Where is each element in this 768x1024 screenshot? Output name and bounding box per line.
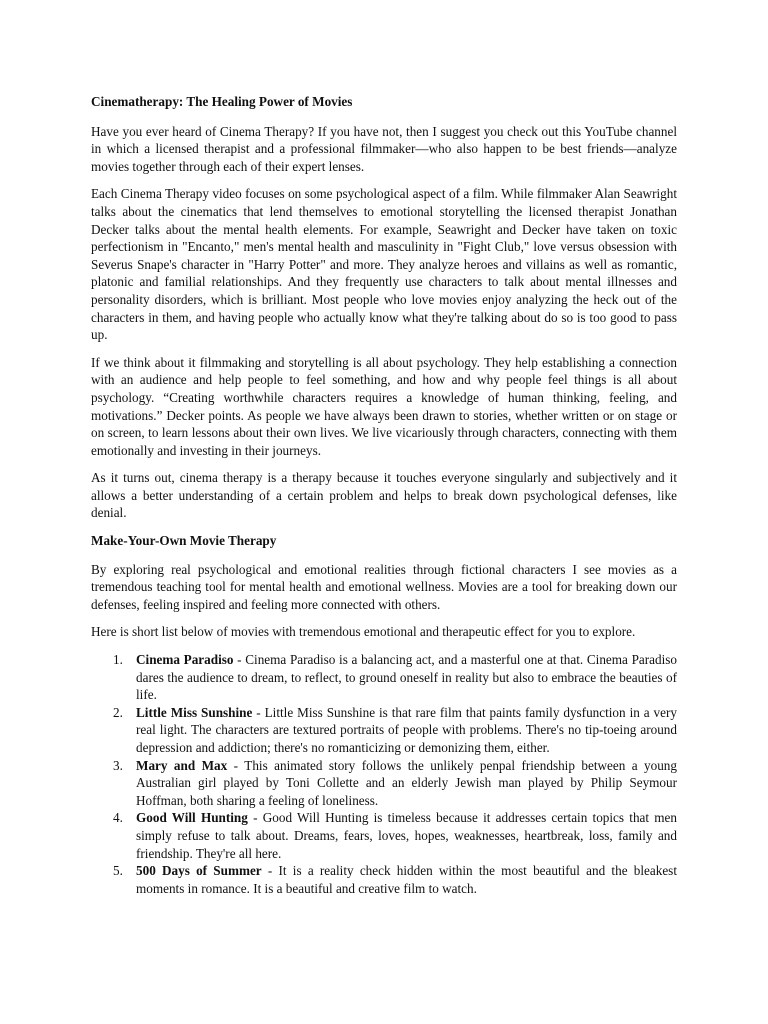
movie-description: - Little Miss Sunshine is that rare film that paints family dysfunction in a very real light. The characters are textured portraits of people with problems. There's no tip-toeing around depression and addiction; there's no romanticizing or demonizing them, either. <box>136 704 677 755</box>
movie-title: Little Miss Sunshine <box>136 704 253 720</box>
movie-title: Mary and Max <box>136 757 228 773</box>
section-heading: Make-Your-Own Movie Therapy <box>91 533 277 549</box>
intro-paragraph: Each Cinema Therapy video focuses on some psychological aspect of a film. While filmmaker Alan Seawright talks about the cinematics that lend themselves to emotional storytelling the licensed therapist Jonathan Decker talks about the mental health elements. For example, Seawright and Decker have taken on toxic perfectionism in "Encanto," men's mental health and masculinity in "Fight Club," love versus obsession with Severus Snape's character in "Harry Potter" and more. They analyze heroes and villains as well as romantic, platonic and familial relationships. And they frequently use characters to talk about mental illnesses and personality disorders, which is brilliant. Most people who love movies enjoy analyzing the heck out of the characters in them, and having people who actually know what they're talking about do so is too good to pass up. <box>91 186 677 343</box>
movie-list-item <box>91 757 677 810</box>
list-number: 5. <box>113 863 123 879</box>
movie-list-item <box>91 862 677 897</box>
movie-list-item <box>91 704 677 757</box>
movie-description: - Cinema Paradiso is a balancing act, and a masterful one at that. Cinema Paradiso dares the audience to dream, to reflect, to ground oneself in reality but also to embrace the beauties of life. <box>136 652 677 703</box>
movie-list <box>91 651 677 897</box>
section-paragraph: Here is short list below of movies with tremendous emotional and therapeutic effect for you to explore. <box>91 624 636 640</box>
movie-description: - Good Will Hunting is timeless because it addresses certain topics that men simply refuse to talk about. Dreams, fears, loves, hopes, weaknesses, heartbreak, loss, family and friendship. They're all here. <box>136 810 677 861</box>
movie-title: 500 Days of Summer <box>136 863 262 879</box>
movie-list-item <box>91 651 677 704</box>
intro-paragraph: Have you ever heard of Cinema Therapy? If you have not, then I suggest you check out this YouTube channel in which a licensed therapist and a professional filmmaker—who also happen to be best friends—analyze movies together through each of their expert lenses. <box>91 123 677 174</box>
movie-description: - This animated story follows the unlikely penpal friendship between a young Australian girl played by Toni Collette and an elderly Jewish man played by Philip Seymour Hoffman, both sharing a feeling of loneliness. <box>136 757 677 808</box>
article-title: Cinematherapy: The Healing Power of Movies <box>91 94 353 109</box>
movie-title: Cinema Paradiso <box>136 652 234 668</box>
section-paragraph: By exploring real psychological and emotional realities through fictional characters I see movies as a tremendous teaching tool for mental health and emotional wellness. Movies are a tool for breaking down our defenses, feeling inspired and feeling more connected with others. <box>91 561 677 612</box>
list-number: 1. <box>113 652 123 668</box>
movie-list-item <box>91 809 677 862</box>
movie-title: Good Will Hunting <box>136 810 248 826</box>
intro-paragraph: If we think about it filmmaking and storytelling is all about psychology. They help establishing a connection with an audience and help people to feel something, and how and why people feel things is all about psychology. “Creating worthwhile characters requires a knowledge of human thinking, feeling, and motivations.” Decker points. As people we have always been drawn to stories, whether written or on stage or on screen, to learn lessons about their own lives. We live vicariously through characters, connecting with them emotionally and investing in their journeys. <box>91 354 677 458</box>
list-number: 3. <box>113 757 123 773</box>
list-number: 2. <box>113 704 123 720</box>
list-number: 4. <box>113 810 123 826</box>
movie-description: - It is a reality check hidden within the most beautiful and the bleakest moments in romance. It is a beautiful and creative film to watch. <box>136 863 677 896</box>
intro-paragraph: As it turns out, cinema therapy is a therapy because it touches everyone singularly and subjectively and it allows a better understanding of a certain problem and helps to break down psychological defenses, like denial. <box>91 470 677 521</box>
